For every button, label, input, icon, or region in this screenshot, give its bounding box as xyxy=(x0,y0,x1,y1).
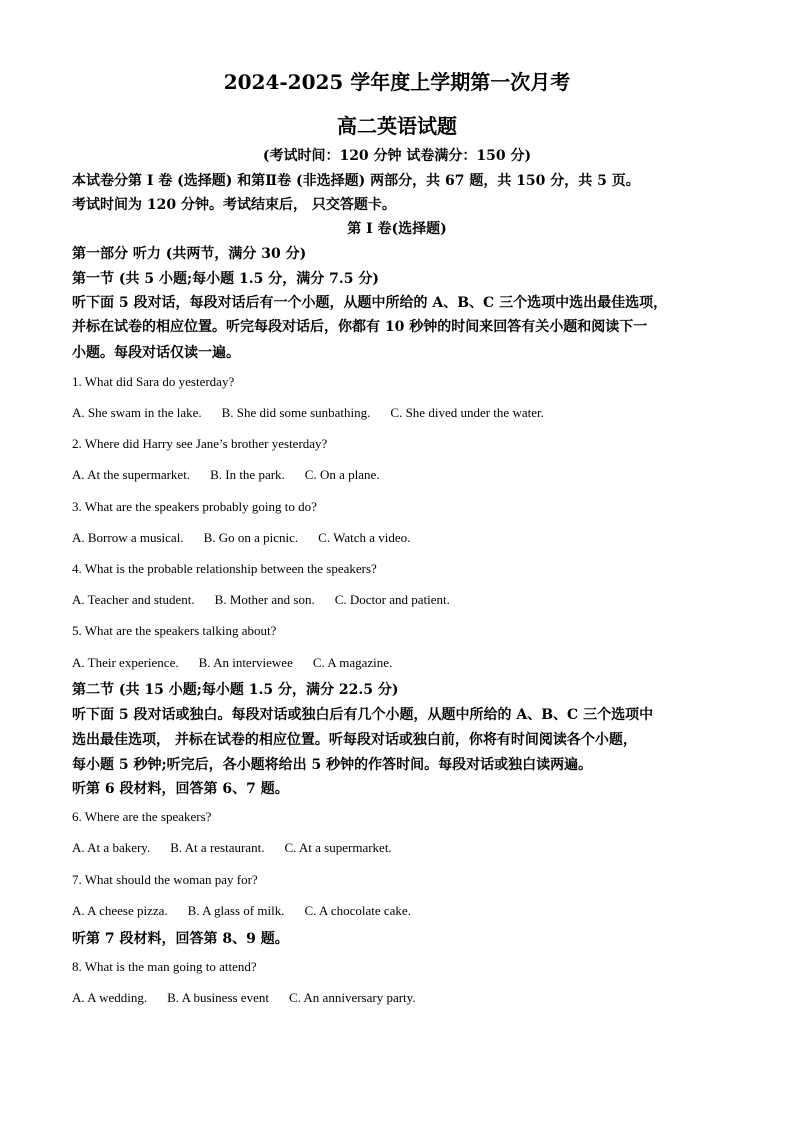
question-text: 5. What are the speakers talking about? xyxy=(72,623,277,638)
question-text: 3. What are the speakers probably going to do? xyxy=(72,499,317,514)
section2-instruction-line: 每小题 5 秒钟;听完后，各小题将给出 5 秒钟的作答时间。每段对话或独白读两遍。 xyxy=(72,757,593,773)
option-a: A. She swam in the lake. xyxy=(72,405,202,420)
volume-heading: 第 I 卷(选择题) xyxy=(347,221,447,237)
option-a: A. At the supermarket. xyxy=(72,467,191,482)
material-7-heading: 听第 7 段材料，回答第 8、9 题。 xyxy=(72,931,289,947)
section2-heading: 第二节 (共 15 小题;每小题 1.5 分，满分 22.5 分) xyxy=(72,682,399,698)
intro-line-2: 考试时间为 120 分钟。考试结束后， 只交答题卡。 xyxy=(72,197,396,213)
section2-instruction-line: 听下面 5 段对话或独白。每段对话或独白后有几个小题，从题中所给的 A、B、C 三个选项中 xyxy=(72,707,654,723)
question-text: 1. What did Sara do yesterday? xyxy=(72,374,235,389)
option-a: A. A wedding. xyxy=(72,990,148,1005)
section1-instruction-line: 听下面 5 段对话，每段对话后有一个小题，从题中所给的 A、B、C 三个选项中选出最佳选项， xyxy=(72,295,668,311)
question-text: 2. Where did Harry see Jane’s brother yesterday? xyxy=(72,436,328,451)
question-text: 6. Where are the speakers? xyxy=(72,809,212,824)
section1-instruction-line: 并标在试卷的相应位置。听完每段对话后，你都有 10 秒钟的时间来回答有关小题和阅读下一 xyxy=(72,319,648,335)
question-options xyxy=(72,531,410,544)
option-b: B. A business event xyxy=(167,990,269,1005)
option-c: C. At a supermarket. xyxy=(284,840,392,855)
section2-instruction-line: 选出最佳选项， 并标在试卷的相应位置。听每段对话或独白前，你将有时间阅读各个小题， xyxy=(72,732,637,748)
question-options xyxy=(72,991,416,1004)
option-b: B. She did some sunbathing. xyxy=(221,405,371,420)
option-a: A. Borrow a musical. xyxy=(72,530,184,545)
question-text: 8. What is the man going to attend? xyxy=(72,959,257,974)
option-b: B. Mother and son. xyxy=(214,592,315,607)
option-c: C. An anniversary party. xyxy=(288,990,416,1005)
option-c: C. On a plane. xyxy=(304,467,380,482)
option-b: B. Go on a picnic. xyxy=(203,530,299,545)
option-b: B. At a restaurant. xyxy=(170,840,265,855)
option-a: A. At a bakery. xyxy=(72,840,151,855)
option-b: B. In the park. xyxy=(210,467,285,482)
material-6-heading: 听第 6 段材料，回答第 6、7 题。 xyxy=(72,781,289,797)
option-b: B. An interviewee xyxy=(198,655,293,670)
option-b: B. A glass of milk. xyxy=(187,903,285,918)
intro-line-1: 本试卷分第 I 卷 (选择题) 和第Ⅱ卷 (非选择题) 两部分，共 67 题，共 150 分，共 5 页。 xyxy=(72,173,640,189)
option-c: C. She dived under the water. xyxy=(390,405,544,420)
option-c: C. Watch a video. xyxy=(318,530,411,545)
exam-subtitle: 高二英语试题 xyxy=(337,114,457,138)
option-c: C. A magazine. xyxy=(312,655,393,670)
question-text: 7. What should the woman pay for? xyxy=(72,872,258,887)
question-options xyxy=(72,406,544,419)
exam-info: (考试时间：120 分钟 试卷满分：150 分) xyxy=(262,148,532,164)
question-options xyxy=(72,468,380,481)
option-a: A. A cheese pizza. xyxy=(72,903,168,918)
question-options xyxy=(72,841,392,854)
option-a: A. Their experience. xyxy=(72,655,179,670)
option-c: C. Doctor and patient. xyxy=(334,592,450,607)
question-options xyxy=(72,656,392,669)
section1-instruction-line: 小题。每段对话仅读一遍。 xyxy=(72,345,240,361)
question-options xyxy=(72,593,450,606)
question-options xyxy=(72,904,411,917)
option-a: A. Teacher and student. xyxy=(72,592,195,607)
option-c: C. A chocolate cake. xyxy=(304,903,411,918)
question-text: 4. What is the probable relationship between the speakers? xyxy=(72,561,377,576)
part1-heading: 第一部分 听力 (共两节，满分 30 分) xyxy=(72,246,307,262)
section1-heading: 第一节 (共 5 小题;每小题 1.5 分，满分 7.5 分) xyxy=(72,271,379,287)
exam-title: 2024-2025 学年度上学期第一次月考 xyxy=(223,70,571,94)
